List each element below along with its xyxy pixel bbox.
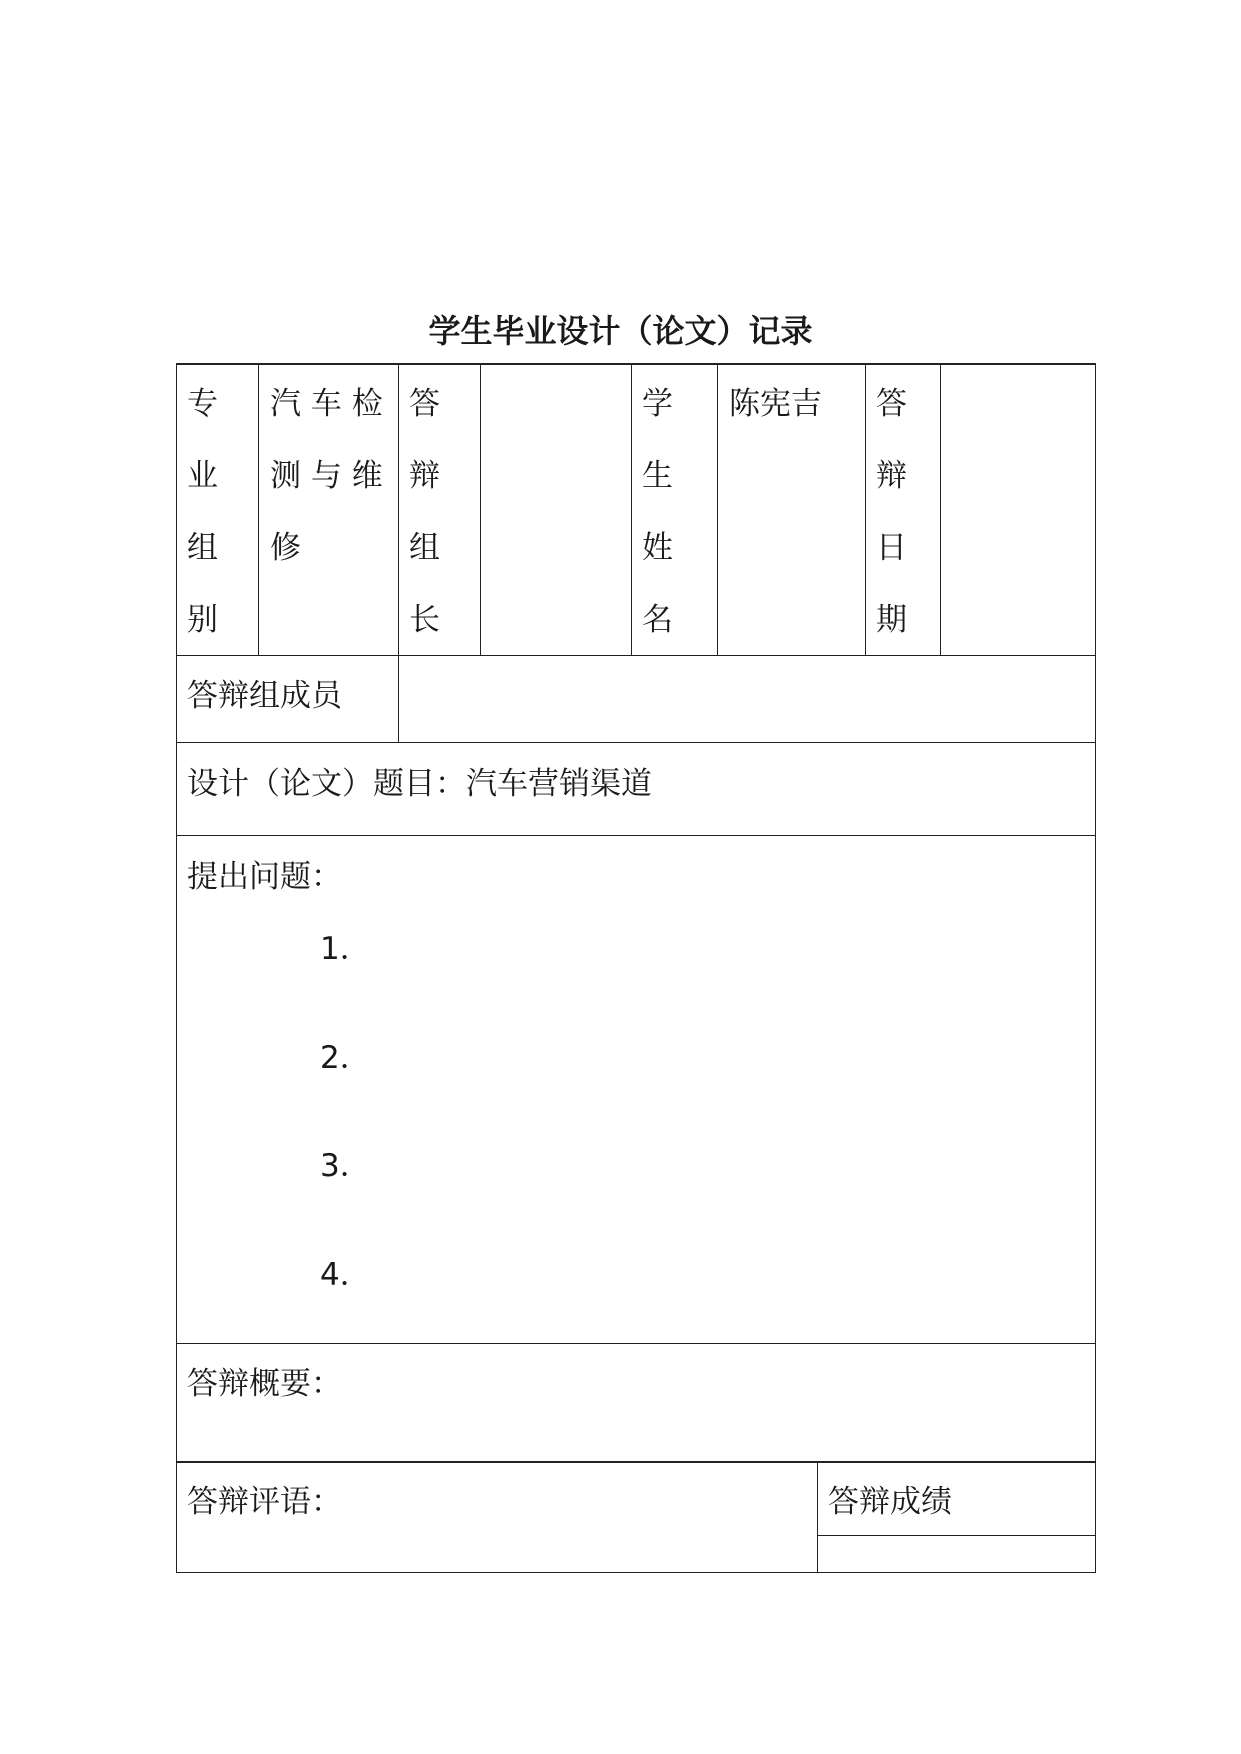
table-right-border — [1095, 363, 1096, 1573]
row1-divider-3 — [480, 363, 481, 655]
row1-divider-6 — [865, 363, 866, 655]
thesis-topic: 设计（论文）题目：汽车营销渠道 — [187, 766, 652, 802]
topic-bottom-border — [176, 835, 1096, 836]
summary-bottom-border — [176, 1461, 1096, 1463]
student-name-label: 学 生 姓 名 — [642, 386, 673, 638]
row1-divider-1 — [258, 363, 259, 655]
row1-divider-5 — [717, 363, 718, 655]
major-group-label: 专 业 组 别 — [187, 386, 218, 638]
row1-bottom-border — [176, 655, 1096, 656]
members-bottom-border — [176, 742, 1096, 743]
summary-label: 答辩概要： — [187, 1366, 342, 1402]
question-item-3: 3． — [320, 1148, 371, 1184]
comments-label: 答辩评语： — [187, 1484, 342, 1520]
table-top-border — [176, 363, 1096, 365]
row1-divider-4 — [631, 363, 632, 655]
row1-divider-7 — [940, 363, 941, 655]
major-group-value: 汽 车 检 测 与 维 修 — [270, 386, 383, 566]
question-item-1: 1． — [320, 931, 371, 967]
table-bottom-border — [176, 1572, 1096, 1573]
leader-label: 答 辩 组 长 — [409, 386, 440, 638]
score-label: 答辩成绩 — [828, 1484, 952, 1520]
student-name-value: 陈宪吉 — [729, 386, 822, 422]
defense-date-label: 答 辩 日 期 — [876, 386, 907, 638]
question-item-2: 2． — [320, 1040, 371, 1076]
document-title: 学生毕业设计（论文）记录 — [428, 312, 813, 350]
questions-bottom-border — [176, 1343, 1096, 1344]
questions-label: 提出问题： — [187, 859, 342, 895]
score-divider — [817, 1535, 1096, 1536]
question-item-4: 4． — [320, 1257, 371, 1293]
table-left-border — [176, 363, 177, 1573]
comments-divider — [817, 1461, 818, 1573]
members-label: 答辩组成员 — [187, 678, 342, 714]
